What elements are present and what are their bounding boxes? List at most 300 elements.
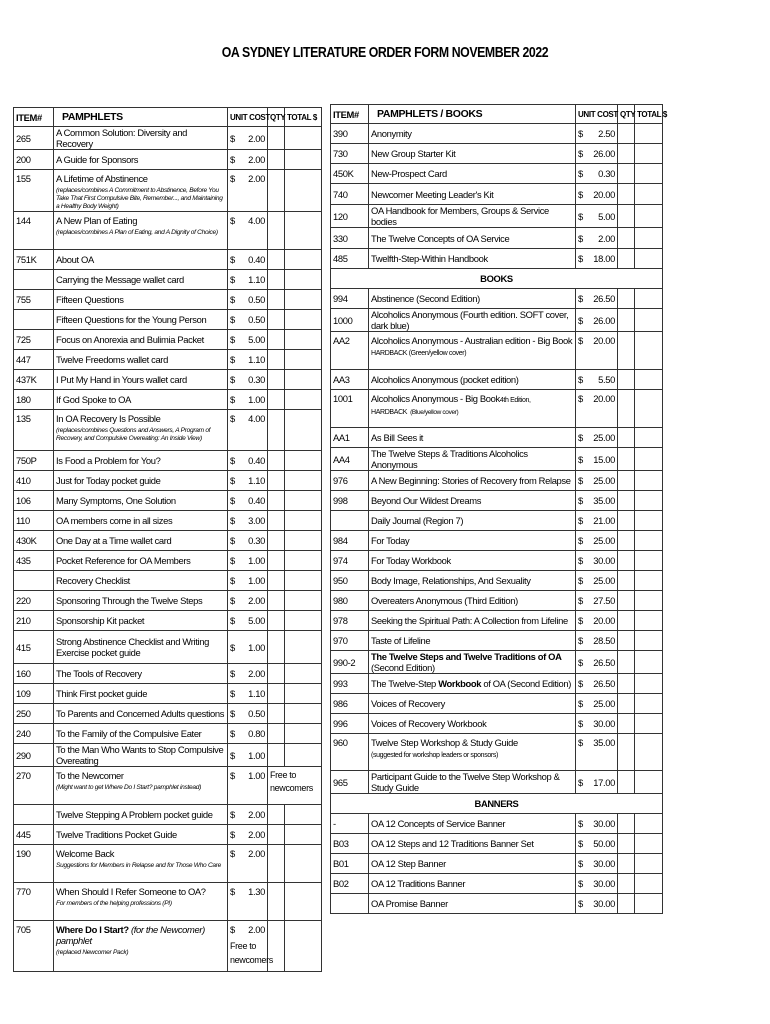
total-field[interactable] [285,290,322,310]
total-field[interactable] [285,571,322,591]
qty-field[interactable] [618,205,635,228]
qty-field[interactable] [268,883,285,921]
unit-cost-value [578,718,615,729]
col-qty: QTY [268,108,285,127]
currency-symbol: $ [578,575,583,586]
qty-field[interactable] [268,491,285,511]
qty-field[interactable] [618,694,635,714]
qty-field[interactable] [268,825,285,845]
col-item: ITEM# [331,105,369,124]
item-number: 1000 [331,309,369,332]
price: 0.50 [248,708,265,719]
qty-field[interactable] [268,531,285,551]
unit-cost [228,611,268,631]
total-field[interactable] [635,674,663,694]
table-row [331,491,663,511]
unit-cost [228,511,268,531]
unit-cost-value [578,475,615,486]
qty-field[interactable] [268,410,285,451]
item-number: 974 [331,551,369,571]
unit-cost-value [230,173,265,184]
currency-symbol: $ [578,615,583,626]
item-name [54,631,228,664]
qty-field[interactable] [268,805,285,825]
qty-field[interactable] [268,350,285,370]
unit-cost [576,289,618,309]
currency-symbol: $ [230,374,235,385]
unit-cost [576,124,618,144]
item-name [54,127,228,150]
unit-cost [576,631,618,651]
total-field[interactable] [285,410,322,451]
item-number: 730 [331,144,369,164]
col-total: TOTAL $ [285,108,322,127]
unit-cost [576,428,618,448]
unit-cost-value [230,688,265,699]
total-field[interactable] [285,805,322,825]
unit-cost-value [230,615,265,626]
item-name-text: Fifteen Questions for the Young Person [56,314,207,325]
currency-symbol: $ [230,394,235,405]
qty-field[interactable] [618,124,635,144]
unit-cost [576,164,618,184]
currency-symbol: $ [578,678,583,689]
qty-field[interactable] [268,664,285,684]
item-name-text: Twelve Freedoms wallet card [56,354,168,365]
unit-cost [228,767,268,805]
item-name [369,289,576,309]
qty-field[interactable] [618,144,635,164]
currency-symbol: $ [578,168,583,179]
currency-symbol: $ [578,776,583,788]
table-row [331,184,663,205]
unit-cost [228,921,273,972]
total-field[interactable] [635,651,663,674]
total-field[interactable] [285,724,322,744]
item-name [369,874,576,894]
price: 20.00 [593,615,615,626]
item-name-text: Alcoholics Anonymous - Australian edition - Big Book [371,335,573,346]
total-field[interactable] [285,127,322,150]
item-number: B03 [331,834,369,854]
total-field[interactable] [285,845,322,883]
qty-field[interactable] [268,330,285,350]
item-name-text: A New Plan of Eating [56,215,138,226]
qty-field[interactable] [268,310,285,330]
qty-field[interactable] [268,704,285,724]
table-row [14,921,322,972]
unit-cost [228,471,268,491]
total-field[interactable] [285,611,322,631]
item-name-text: Alcoholics Anonymous (Fourth edition. SOFT cover, dark blue) [371,309,569,331]
table-row [14,310,322,330]
qty-field[interactable] [618,370,635,390]
item-number: 390 [331,124,369,144]
total-field[interactable] [635,309,663,332]
unit-cost-value [230,848,265,859]
currency-symbol: $ [578,555,583,566]
total-field[interactable] [635,734,663,771]
qty-field[interactable] [618,164,635,184]
price: 1.00 [248,394,265,405]
qty-field[interactable] [268,270,285,290]
unit-cost-value [578,293,615,304]
item-number: 330 [331,228,369,249]
unit-cost-value [578,818,615,829]
price: 0.40 [248,254,265,265]
total-field[interactable] [635,714,663,734]
qty-field[interactable] [618,471,635,491]
table-row [14,410,322,451]
total-field[interactable] [285,451,322,471]
price: 17.00 [593,776,615,788]
unit-cost-value [578,777,615,788]
total-field[interactable] [285,350,322,370]
unit-cost [576,814,618,834]
unit-cost-value [578,211,615,222]
total-field[interactable] [285,212,322,250]
total-field[interactable] [635,390,663,428]
total-field[interactable] [635,854,663,874]
item-name-text: Body Image, Relationships, And Sexuality [371,575,531,586]
total-field[interactable] [635,144,663,164]
price: 30.00 [593,878,615,889]
qty-field[interactable] [618,309,635,332]
item-name [54,212,228,250]
unit-cost [576,771,618,794]
table-row [331,714,663,734]
item-number [14,571,54,591]
item-name [54,491,228,511]
qty-field[interactable] [618,591,635,611]
item-name-text: Alcoholics Anonymous - Big Book [371,393,500,404]
total-field[interactable] [285,704,322,724]
currency-symbol: $ [578,718,583,729]
item-number: 210 [14,611,54,631]
currency-symbol: $ [230,924,235,935]
qty-field[interactable] [268,451,285,471]
unit-cost [576,834,618,854]
qty-field[interactable] [618,184,635,205]
unit-cost-value [230,555,265,566]
unit-cost-value [230,374,265,385]
item-name-text: Sponsoring Through the Twelve Steps [56,595,203,606]
unit-cost-value [230,254,265,265]
item-name-text: Carrying the Message wallet card [56,274,184,285]
table-header [331,105,663,124]
currency-symbol: $ [230,575,235,586]
qty-field[interactable] [268,845,285,883]
unit-cost [228,212,268,250]
item-name [369,771,576,794]
currency-symbol: $ [230,294,235,305]
unit-cost [576,734,618,771]
total-field[interactable] [635,814,663,834]
qty-field[interactable] [618,531,635,551]
unit-cost-value [230,595,265,606]
item-name-text: Seeking the Spiritual Path: A Collection from Lifeline [371,615,568,626]
item-number: 180 [14,390,54,410]
item-number [14,270,54,290]
item-number: 155 [14,170,54,212]
qty-field[interactable] [268,150,285,170]
item-name-text: Just for Today pocket guide [56,475,161,486]
table-row [14,631,322,664]
item-name-text: A Lifetime of Abstinence [56,173,148,184]
table-row [331,448,663,471]
unit-cost-value [578,898,615,909]
item-name-text: To the Newcomer [56,770,124,781]
total-field[interactable] [285,150,322,170]
item-name [369,184,576,205]
total-field[interactable] [285,310,322,330]
item-name-text: Twelve Stepping A Problem pocket guide [56,809,213,820]
unit-cost [228,724,268,744]
qty-field[interactable] [268,390,285,410]
qty-field[interactable] [268,684,285,704]
item-name [369,309,576,332]
total-field[interactable] [635,531,663,551]
currency-symbol: $ [230,615,235,626]
qty-field[interactable] [268,767,322,805]
total-field[interactable] [285,170,322,212]
qty-field[interactable] [268,611,285,631]
unit-cost [576,571,618,591]
qty-field[interactable] [618,390,635,428]
total-field[interactable] [635,249,663,269]
total-field[interactable] [285,471,322,491]
total-field[interactable] [635,289,663,309]
currency-symbol: $ [578,656,583,668]
unit-cost-value [230,475,265,486]
currency-symbol: $ [578,698,583,709]
total-field[interactable] [285,250,322,270]
unit-cost [228,390,268,410]
table-row [14,370,322,390]
item-name [54,350,228,370]
price: 35.00 [593,495,615,506]
qty-field[interactable] [268,631,285,664]
price: 0.40 [248,495,265,506]
item-name [369,834,576,854]
currency-symbol: $ [230,254,235,265]
total-field[interactable] [635,834,663,854]
item-name-text: OA members come in all sizes [56,515,173,526]
qty-field[interactable] [618,571,635,591]
table-row [331,249,663,269]
total-field[interactable] [285,825,322,845]
table-row [331,874,663,894]
total-field[interactable] [285,664,322,684]
total-field[interactable] [635,631,663,651]
unit-cost [228,270,268,290]
books-section-label: BOOKS [331,269,663,289]
qty-field[interactable] [618,289,635,309]
qty-field[interactable] [268,290,285,310]
item-number: 109 [14,684,54,704]
currency-symbol: $ [578,148,583,159]
qty-field[interactable] [618,674,635,694]
unit-cost [576,491,618,511]
price: 25.00 [593,535,615,546]
price: 5.50 [598,374,615,385]
unit-cost [576,205,618,228]
total-field[interactable] [635,551,663,571]
qty-field[interactable] [618,734,635,771]
currency-symbol: $ [578,475,583,486]
total-field[interactable] [635,894,663,914]
unit-cost-value [230,668,265,679]
table-row [14,330,322,350]
total-field[interactable] [635,511,663,531]
qty-field[interactable] [268,551,285,571]
price: 3.00 [248,515,265,526]
item-note: For members of the helping professions (PI) [56,900,172,907]
table-row [331,370,663,390]
price: 1.00 [248,641,265,653]
total-field[interactable] [635,448,663,471]
total-field[interactable] [285,744,322,767]
item-number: 435 [14,551,54,571]
qty-field[interactable] [618,249,635,269]
qty-field[interactable] [268,744,285,767]
total-field[interactable] [635,471,663,491]
qty-field[interactable] [268,370,285,390]
item-number: 106 [14,491,54,511]
qty-field[interactable] [618,814,635,834]
unit-cost [576,714,618,734]
qty-field[interactable] [618,651,635,674]
total-field[interactable] [285,684,322,704]
qty-field[interactable] [618,894,635,914]
item-number: 144 [14,212,54,250]
item-name-text: Anonymity [371,128,412,139]
total-field[interactable] [285,330,322,350]
unit-cost [576,511,618,531]
qty-field[interactable] [618,491,635,511]
total-field[interactable] [285,531,322,551]
total-field[interactable] [635,491,663,511]
qty-field[interactable] [618,611,635,631]
total-field[interactable] [635,771,663,794]
qty-field[interactable] [618,631,635,651]
total-field[interactable] [635,124,663,144]
qty-field[interactable] [268,591,285,611]
total-field[interactable] [285,370,322,390]
unit-cost-value [230,334,265,345]
table-row [331,571,663,591]
qty-field[interactable] [618,854,635,874]
item-name [54,551,228,571]
qty-field[interactable] [618,771,635,794]
qty-field[interactable] [268,170,285,212]
total-field[interactable] [285,551,322,571]
item-number: 990-2 [331,651,369,674]
item-number: 430K [14,531,54,551]
item-number: 976 [331,471,369,491]
total-field[interactable] [635,184,663,205]
total-field[interactable] [285,511,322,531]
item-name-text: Twelfth-Step-Within Handbook [371,253,488,264]
total-field[interactable] [285,491,322,511]
total-field[interactable] [635,370,663,390]
item-number [14,310,54,330]
qty-field[interactable] [268,471,285,491]
qty-field[interactable] [618,714,635,734]
total-field[interactable] [635,332,663,370]
total-field[interactable] [285,270,322,290]
unit-cost-value [578,838,615,849]
qty-field[interactable] [618,448,635,471]
total-field[interactable] [635,571,663,591]
qty-field[interactable] [618,834,635,854]
total-field[interactable] [285,591,322,611]
total-field[interactable] [285,883,322,921]
unit-cost-value [578,595,615,606]
price: 18.00 [593,253,615,264]
total-field[interactable] [635,591,663,611]
total-field[interactable] [635,205,663,228]
total-field[interactable] [635,428,663,448]
item-name [369,124,576,144]
qty-field[interactable] [268,127,285,150]
qty-field[interactable] [268,571,285,591]
qty-field[interactable] [268,511,285,531]
unit-cost [228,250,268,270]
qty-field[interactable] [268,212,285,250]
unit-cost-value [230,314,265,325]
table-row [14,451,322,471]
item-number: 750P [14,451,54,471]
qty-field[interactable] [618,332,635,370]
item-name [369,448,576,471]
unit-cost-value [578,233,615,244]
currency-symbol: $ [230,215,235,226]
qty-field[interactable] [618,228,635,249]
currency-symbol: $ [230,770,235,781]
qty-field[interactable] [618,551,635,571]
unit-cost [576,591,618,611]
price: 1.10 [248,688,265,699]
price: 0.40 [248,455,265,466]
currency-symbol: $ [230,495,235,506]
table-row [14,350,322,370]
item-name [369,205,576,228]
banners-section-label: BANNERS [331,794,663,814]
qty-field[interactable] [618,511,635,531]
unit-cost-value [578,253,615,264]
table-row [331,694,663,714]
total-field[interactable] [635,694,663,714]
total-field[interactable] [285,921,322,972]
total-field[interactable] [635,611,663,631]
qty-field[interactable] [268,250,285,270]
total-field[interactable] [635,164,663,184]
qty-field[interactable] [618,874,635,894]
total-field[interactable] [285,631,322,664]
unit-cost-value [578,432,615,443]
qty-field[interactable] [268,724,285,744]
total-field[interactable] [285,390,322,410]
total-field[interactable] [635,874,663,894]
price: 0.50 [248,294,265,305]
qty-field[interactable] [618,428,635,448]
item-number: 986 [331,694,369,714]
currency-symbol: $ [578,878,583,889]
total-field[interactable] [635,228,663,249]
currency-symbol: $ [578,858,583,869]
table-row [331,144,663,164]
